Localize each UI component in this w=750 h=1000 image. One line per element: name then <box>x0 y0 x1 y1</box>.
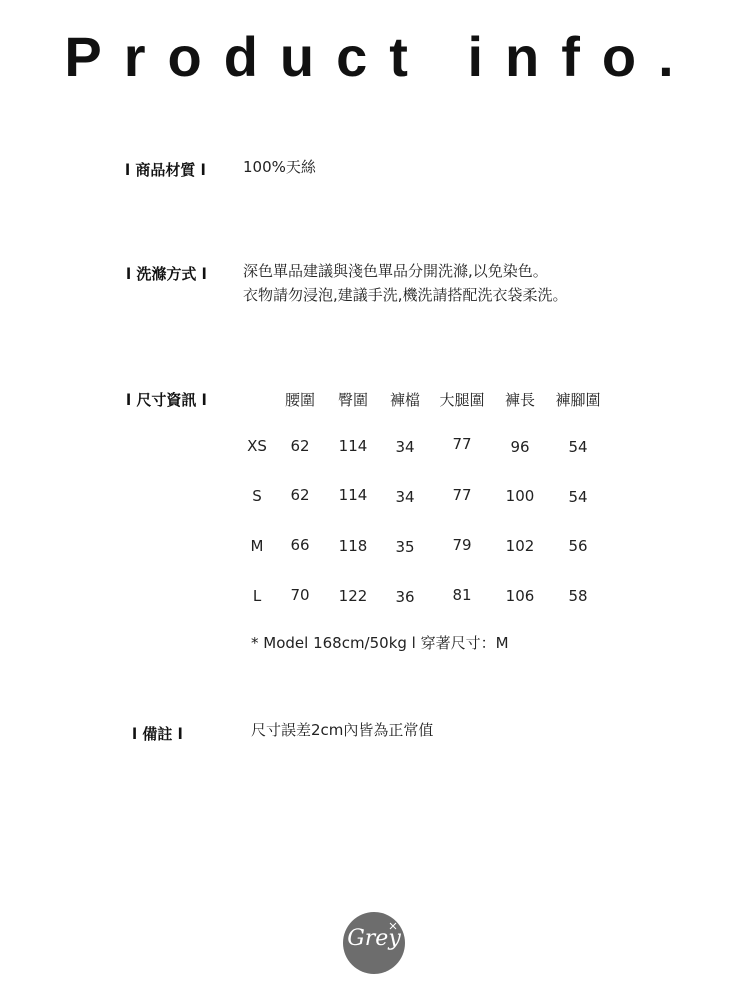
table-cell: 36 <box>395 588 415 606</box>
logo-text: Grey <box>347 926 401 951</box>
brand-logo <box>343 912 405 974</box>
table-header: 褲長 <box>504 391 535 409</box>
size-label: l 尺寸資訊 l <box>126 391 207 409</box>
washing-line-1: 深色單品建議與淺色單品分開洗滌,以免染色。 <box>243 262 548 280</box>
material-value: 100%天絲 <box>243 158 316 176</box>
remark-value: 尺寸誤差2cm內皆為正常值 <box>251 721 434 739</box>
table-header: 褲檔 <box>389 391 420 409</box>
table-cell: 81 <box>452 586 472 604</box>
table-cell: 118 <box>338 537 368 555</box>
table-cell: 66 <box>290 536 310 554</box>
table-cell: 34 <box>395 438 415 456</box>
washing-label: l 洗滌方式 l <box>126 265 207 283</box>
table-cell: 56 <box>568 537 588 555</box>
table-cell: 34 <box>395 488 415 506</box>
table-cell: 100 <box>505 487 535 505</box>
washing-line-2: 衣物請勿浸泡,建議手洗,機洗請搭配洗衣袋柔洗。 <box>243 286 568 304</box>
logo-mark-icon <box>389 922 397 930</box>
table-cell: 58 <box>568 587 588 605</box>
table-cell: 79 <box>452 536 472 554</box>
table-cell: 96 <box>510 438 530 456</box>
table-cell: 114 <box>338 437 368 455</box>
table-cell: 122 <box>338 587 368 605</box>
table-cell: 62 <box>290 486 310 504</box>
material-label: l 商品材質 l <box>125 161 206 179</box>
table-row-size: L <box>252 587 262 605</box>
table-row-size: XS <box>247 437 267 455</box>
table-row-size: S <box>252 487 262 505</box>
table-cell: 77 <box>452 435 472 453</box>
table-cell: 70 <box>290 586 310 604</box>
table-header: 大腿圍 <box>439 391 485 409</box>
remark-label: l 備註 l <box>132 725 183 743</box>
table-header: 腰圍 <box>284 391 315 409</box>
page-title: Product info. <box>64 25 696 88</box>
table-cell: 114 <box>338 486 368 504</box>
table-row-size: M <box>250 537 264 555</box>
table-cell: 35 <box>395 538 415 556</box>
table-header: 褲腳圍 <box>555 391 601 409</box>
table-header: 臀圍 <box>337 391 368 409</box>
table-cell: 106 <box>505 587 535 605</box>
table-cell: 102 <box>505 537 535 555</box>
table-cell: 54 <box>568 438 588 456</box>
table-cell: 77 <box>452 486 472 504</box>
table-cell: 54 <box>568 488 588 506</box>
model-note: * Model 168cm/50kg l 穿著尺寸：M <box>251 634 509 652</box>
table-cell: 62 <box>290 437 310 455</box>
